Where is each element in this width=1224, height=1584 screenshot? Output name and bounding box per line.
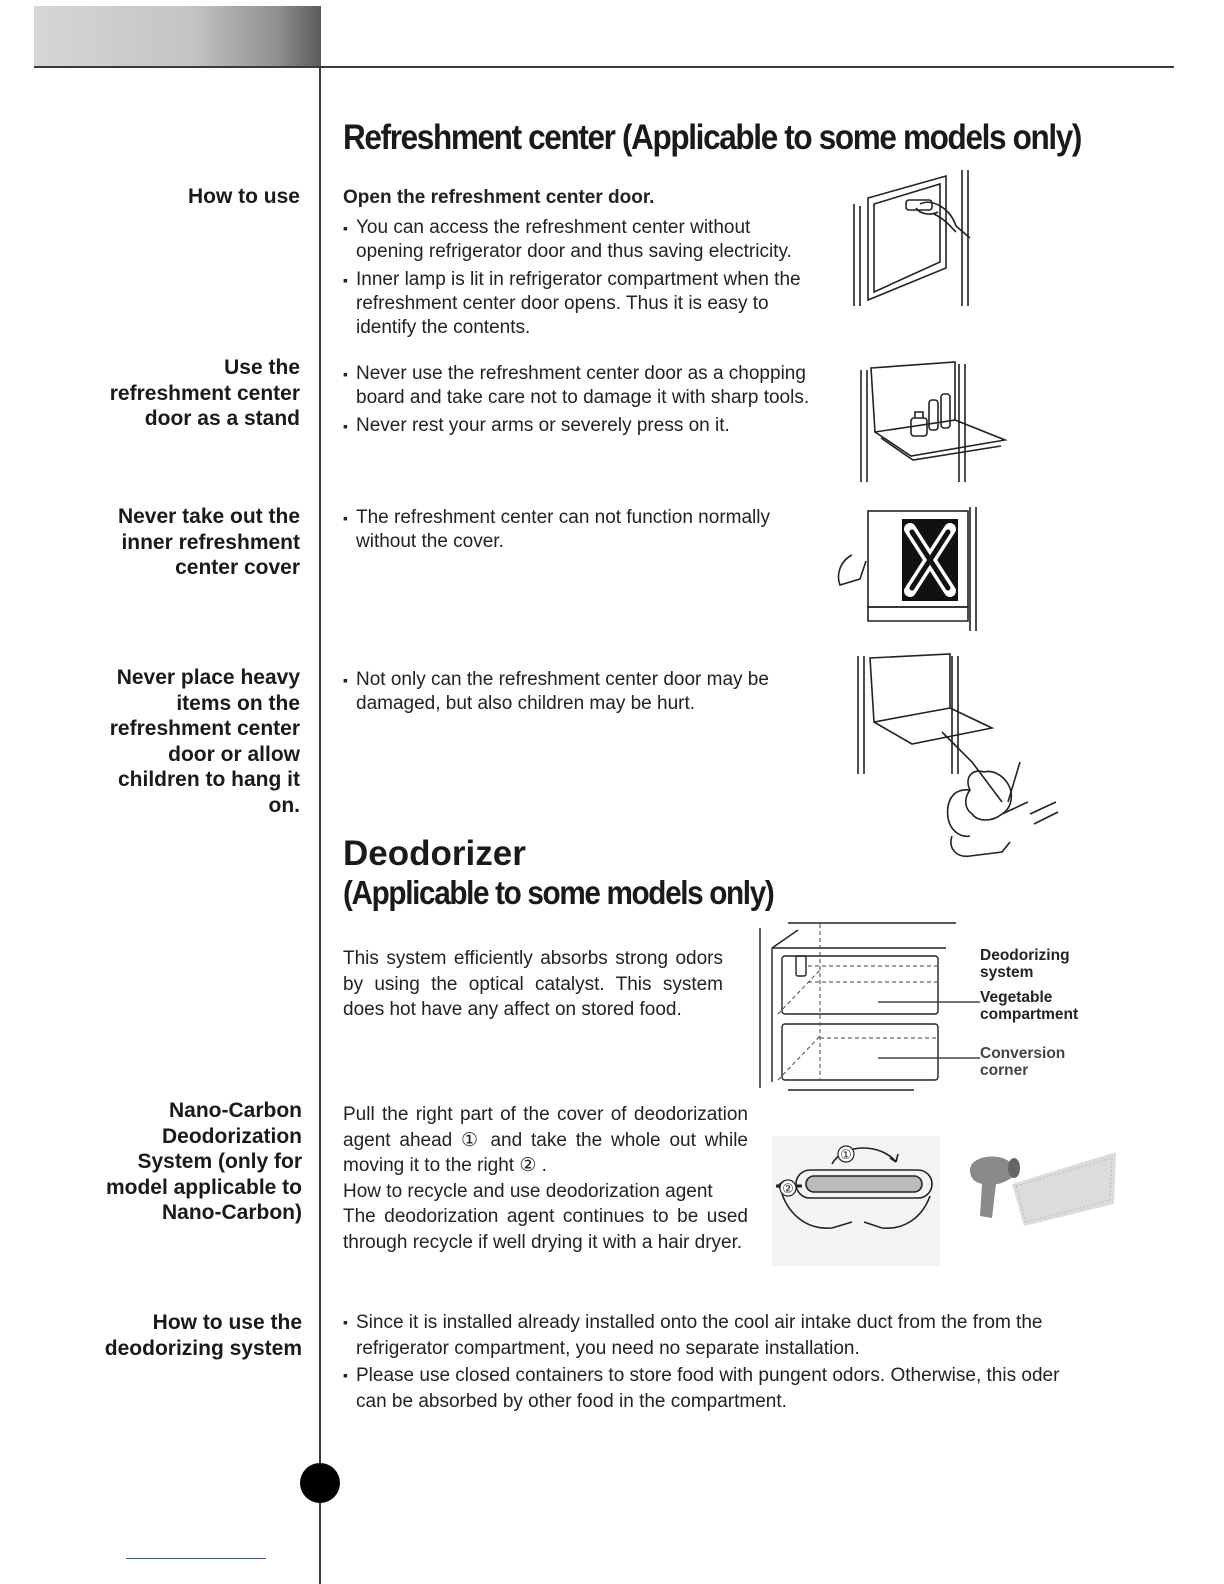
nano-recycle-text: The deodorization agent continues to be used through recycle if well drying it with a hair dryer. — [343, 1206, 748, 1253]
footer-link-line — [126, 1558, 266, 1559]
bullet-list — [343, 216, 818, 340]
deodorizer-subtitle: (Applicable to some models only) — [343, 874, 774, 911]
bullet-list — [343, 668, 803, 716]
label-conversion-corner: Conversion corner — [980, 1045, 1066, 1079]
section-lead: Open the refreshment center door. — [343, 187, 655, 208]
bullet-list — [343, 362, 818, 438]
figure-remove-filter — [772, 1136, 940, 1266]
header-rule — [34, 66, 1174, 68]
figure-deodorizer-diagram — [758, 920, 983, 1092]
bullet-list — [343, 506, 818, 554]
bullet-item: ▪ Not only can the refreshment center door may be damaged, but also children may be hurt. — [343, 668, 803, 716]
section-body-use-as-stand — [343, 362, 818, 442]
step-1-marker: ① — [840, 1148, 852, 1163]
bullet-item: ▪ Never use the refreshment center door as a chopping board and take care not to damage it with sharp tools. — [343, 362, 818, 410]
section-heading-nano-carbon: Nano-Carbon Deodorization System (only for model applicable to Nano-Carbon) — [105, 1099, 302, 1224]
deodorizer-intro: This system efficiently absorbs strong odors by using the optical catalyst. This system does hot have any affect on stored food. — [343, 948, 723, 1020]
bullet-item: ▪ Since it is installed already installed onto the cool air intake duct from the from the refrigerator compartment, you need no separate installation. — [343, 1310, 1088, 1361]
figure-child-hanging — [852, 652, 1062, 864]
figure-hair-dryer — [962, 1144, 1118, 1244]
header-bar — [34, 6, 321, 66]
section-heading-inner-cover: Never take out the inner refreshment center cover — [117, 505, 300, 579]
section-body-how-to-use — [343, 186, 818, 344]
nano-instruction: Pull the right part of the cover of deodorization agent ahead ① and take the whole out while moving it to the right ② . — [343, 1104, 748, 1176]
section-body-deodorizing-usage — [343, 1310, 1088, 1418]
section-heading-heavy-items: Never place heavy items on the refreshment center door or allow children to hang it on. — [109, 666, 300, 817]
bullet-item: ▪ Please use closed containers to store food with pungent odors. Otherwise, this oder can be absorbed by other food in the compartment. — [343, 1363, 1088, 1414]
section-heading-deodorizing-usage: How to use the deodorizing system — [104, 1311, 302, 1360]
section-body-heavy-items — [343, 668, 803, 720]
section-body-nano-carbon — [343, 1102, 748, 1255]
figure-inner-cover — [832, 505, 982, 633]
label-vegetable-compartment: Vegetable compartment — [980, 989, 1079, 1023]
figure-door-as-stand — [855, 360, 1015, 485]
margin-rule — [319, 66, 321, 1584]
deodorizer-title: Deodorizer — [343, 834, 526, 873]
section-heading-how-to-use: How to use — [187, 185, 300, 208]
figure-open-door — [850, 168, 980, 308]
page-number-marker — [300, 1463, 340, 1503]
step-2-marker: ② — [782, 1182, 794, 1197]
nano-recycle-heading: How to recycle and use deodorization agent — [343, 1180, 713, 1202]
bullet-list — [343, 1310, 1088, 1414]
bullet-item: ▪ The refreshment center can not function normally without the cover. — [343, 506, 818, 554]
refreshment-title: Refreshment center (Applicable to some models only) — [343, 118, 1082, 157]
bullet-item: ▪ Never rest your arms or severely press on it. — [343, 414, 818, 438]
bullet-item: ▪ Inner lamp is lit in refrigerator compartment when the refreshment center door opens. Thus it is easy to identify the contents. — [343, 268, 818, 340]
label-deodorizing-system: Deodorizing system — [980, 947, 1070, 981]
section-body-inner-cover — [343, 506, 818, 558]
bullet-item: ▪ You can access the refreshment center without opening refrigerator door and thus saving electricity. — [343, 216, 818, 264]
section-heading-use-as-stand: Use the refreshment center door as a stand — [109, 356, 300, 430]
